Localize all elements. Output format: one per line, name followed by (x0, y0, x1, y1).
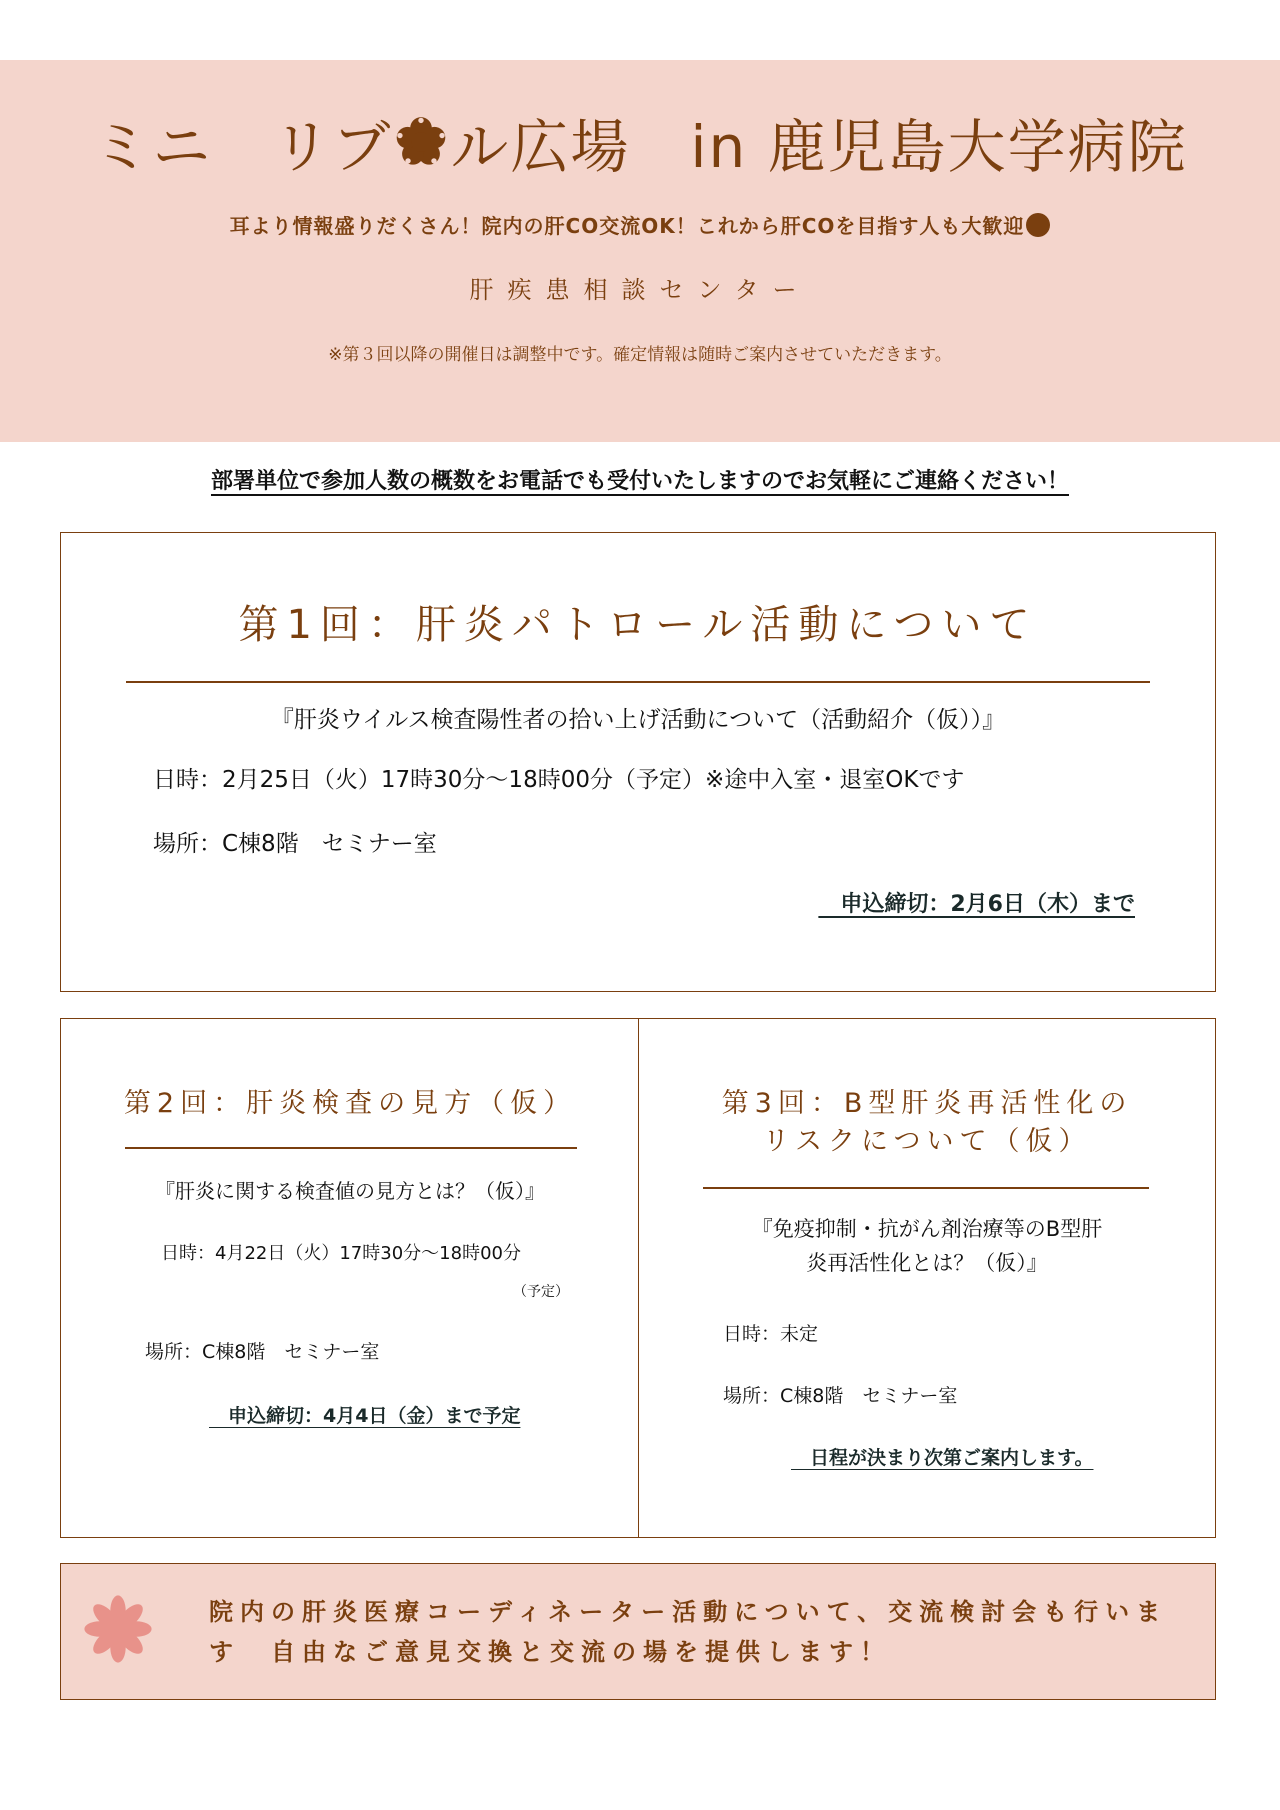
session3-datetime: 日時：未定 (723, 1323, 819, 1345)
session3-place: 場所：C棟8階 セミナー室 (723, 1385, 958, 1407)
session1-deadline: 申込締切：2月6日（木）まで (818, 892, 1135, 917)
session2-deadline: 申込締切：4月4日（金）まで予定 (209, 1405, 521, 1427)
session3-title-line1: 第3回：B型肝炎再活性化の (721, 1088, 1133, 1119)
session2-divider (125, 1147, 577, 1149)
subtitle (0, 210, 1280, 239)
phone-message: 部署単位で参加人数の概数をお電話でも受付いたしますのでお気軽にご連絡ください！ (210, 469, 1069, 494)
session1-divider (126, 681, 1150, 683)
footer-box (60, 1563, 1216, 1700)
session1-title: 第1回：肝炎パトロール活動について (238, 602, 1038, 648)
session3-topic-line1: 『免疫抑制・抗がん剤治療等のB型肝 (751, 1217, 1103, 1241)
footer-text (209, 1592, 1209, 1672)
session1-topic: 『肝炎ウイルス検査陽性者の拾い上げ活動について（活動紹介（仮））』 (270, 707, 1006, 733)
page-title (0, 100, 1280, 184)
session1-place: 場所：C棟8階 セミナー室 (153, 831, 437, 857)
session2-datetime: 日時：4月22日（火）17時30分～18時00分 (161, 1243, 521, 1264)
session3-topic-line2: 炎再活性化とは？（仮）』 (806, 1251, 1048, 1275)
session2-title: 第2回：肝炎検査の見方（仮） (123, 1088, 577, 1119)
session3-box (638, 1018, 1216, 1538)
title-part2: ル広場 in 鹿児島大学病院 (450, 113, 1188, 181)
dot-icon (1026, 213, 1050, 237)
center-name: 肝疾患相談センター (469, 276, 811, 304)
session3-title-line2: リスクについて（仮） (762, 1126, 1092, 1157)
session2-topic: 『肝炎に関する検査値の見方とは？（仮）』 (155, 1179, 545, 1203)
session2-box (60, 1018, 640, 1538)
footer-line2: す 自由なご意見交換と交流の場を提供します！ (209, 1638, 891, 1666)
session3-divider (703, 1187, 1149, 1189)
footer-line1: 院内の肝炎医療コーディネーター活動について、交流検討会も行いま (209, 1598, 1168, 1626)
session3-deadline: 日程が決まり次第ご案内します。 (791, 1447, 1094, 1469)
flower-icon (394, 115, 448, 169)
session1-datetime: 日時：2月25日（火）17時30分～18時00分（予定）※途中入室・退室OKです (153, 767, 965, 793)
session2-place: 場所：C棟8階 セミナー室 (145, 1341, 380, 1363)
title-part1: ミニ リブ (92, 113, 393, 181)
subtitle-text: 耳より情報盛りだくさん！院内の肝CO交流OK！これから肝COを目指す人も大歓迎 (229, 214, 1025, 238)
session2-datetime-note: （予定） (513, 1284, 569, 1300)
session1-box (60, 532, 1216, 992)
schedule-note: ※第３回以降の開催日は調整中です。確定情報は随時ご案内させていただきます。 (328, 345, 952, 365)
flower-icon (83, 1594, 153, 1664)
